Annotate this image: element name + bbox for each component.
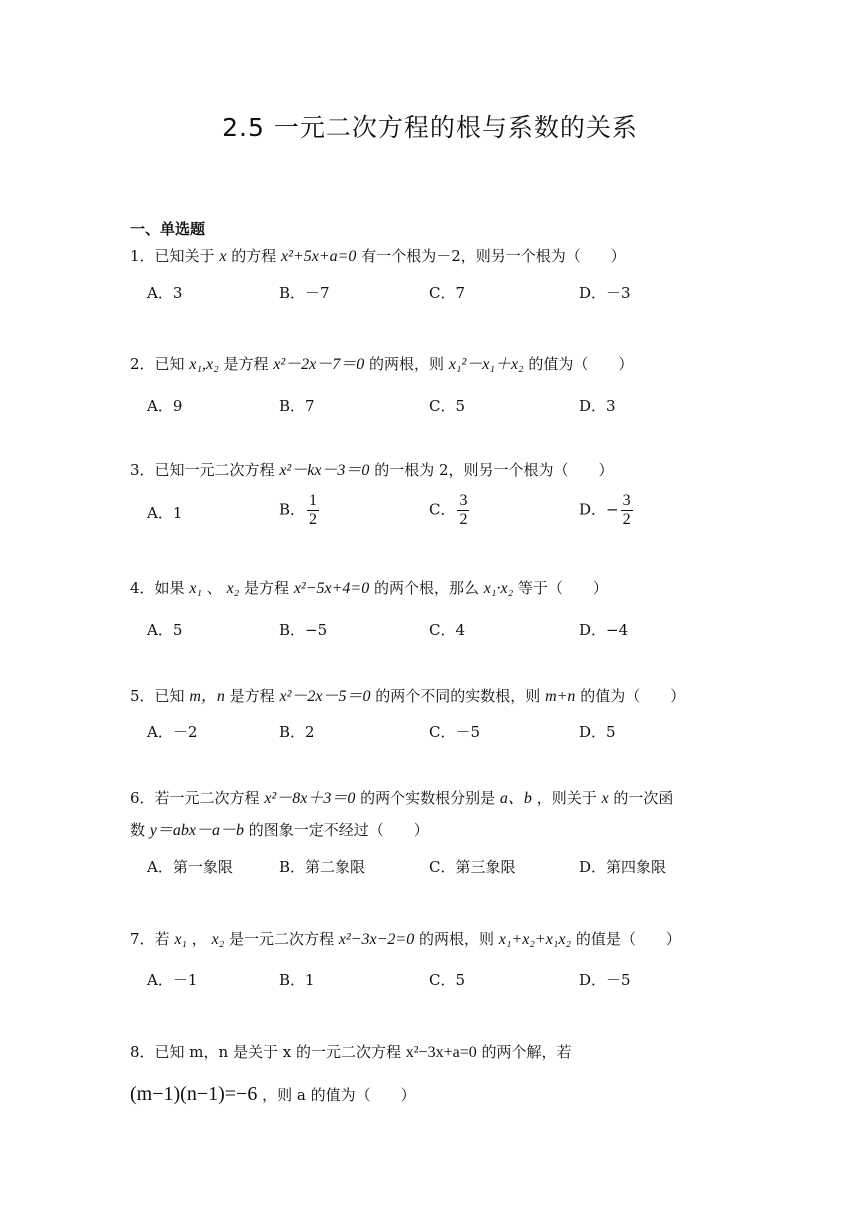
q6-text-end: 的一次函 xyxy=(613,789,674,807)
q3-text-pre: 3．已知一元二次方程 xyxy=(130,461,275,479)
q2-equation: x²－2x－7＝0 xyxy=(273,356,365,373)
section-heading: 一、单选题 xyxy=(130,220,206,238)
q2-text-post: 的值为（ ） xyxy=(528,355,634,373)
q7-option-b[interactable]: B．1 xyxy=(279,971,315,989)
q5-option-b[interactable]: B．2 xyxy=(279,723,315,741)
q6-roots: a、b xyxy=(499,790,532,807)
question-1 xyxy=(130,245,626,268)
q1-equation: x²+5x+a=0 xyxy=(281,248,357,265)
q6-text-mid: 的两个实数根分别是 xyxy=(360,789,496,807)
q8-text-pre: 8．已知 m，n 是关于 x 的一元二次方程 xyxy=(130,1043,401,1061)
q4-var-x1: x₁ xyxy=(189,580,202,597)
q6-text-pre: 6．若一元二次方程 xyxy=(130,789,260,807)
q3-option-b[interactable] xyxy=(279,492,321,529)
q1-option-d[interactable]: D．－3 xyxy=(579,284,631,302)
q7-var-x2: x₂ xyxy=(211,931,225,948)
question-6-line-1 xyxy=(130,787,673,810)
q3-option-a[interactable]: A．1 xyxy=(147,504,183,522)
q4-text-post: 等于（ ） xyxy=(517,579,608,597)
q4-expression: x₁·x₂ xyxy=(483,580,514,597)
q1-text-pre: 1．已知关于 xyxy=(130,247,215,265)
question-8-line-2 xyxy=(130,1083,416,1106)
q1-option-b[interactable]: B．－7 xyxy=(279,284,330,302)
question-3 xyxy=(130,459,614,482)
question-6-line-2 xyxy=(130,819,429,842)
q7-option-a[interactable]: A．－1 xyxy=(147,971,198,989)
page-title: 2.5 一元二次方程的根与系数的关系 xyxy=(222,113,638,142)
q2-option-b[interactable]: B．7 xyxy=(279,397,315,415)
q6-function: y＝abx－a－b xyxy=(149,822,245,839)
q5-text-mid2: 的两个不同的实数根，则 xyxy=(375,687,541,705)
q6-option-a[interactable]: A．第一象限 xyxy=(147,858,233,876)
q1-text-mid: 的方程 xyxy=(231,247,277,265)
q4-option-a[interactable]: A．5 xyxy=(147,621,183,639)
q7-text-mid2: 的两根，则 xyxy=(419,930,495,948)
q5-text-post: 的值为（ ） xyxy=(580,687,686,705)
q5-option-a[interactable]: A．－2 xyxy=(147,723,198,741)
q3-text-post: 的一根为 2，则另一个根为（ ） xyxy=(374,461,614,479)
q6-option-d[interactable]: D．第四象限 xyxy=(579,858,667,876)
q4-var-x2: x₂ xyxy=(226,580,240,597)
q5-text-pre: 5．已知 xyxy=(130,687,185,705)
q1-variable: x xyxy=(219,248,227,265)
q7-equation: x²−3x−2=0 xyxy=(338,931,415,948)
q7-option-c[interactable]: C．5 xyxy=(429,971,466,989)
q8-condition: (m−1)(n−1)=−6 xyxy=(130,1083,258,1105)
q1-text-post: 有一个根为－2，则另一个根为（ ） xyxy=(361,247,626,265)
q3-option-c-label: C． xyxy=(429,500,456,519)
q5-variables: m，n xyxy=(189,688,225,705)
q5-equation: x²－2x－5＝0 xyxy=(279,688,371,705)
q3-option-c[interactable] xyxy=(429,492,471,529)
q8-line2-post: ，则 a 的值为（ ） xyxy=(262,1086,416,1104)
q3-option-c-fraction xyxy=(457,492,469,529)
q3-option-d-numerator: 3 xyxy=(622,492,631,509)
q4-option-c[interactable]: C．4 xyxy=(429,621,466,639)
q5-option-d[interactable]: D．5 xyxy=(579,723,616,741)
q3-option-d-fraction xyxy=(621,492,633,529)
q3-option-c-denominator: 2 xyxy=(459,511,468,528)
q2-option-d[interactable]: D．3 xyxy=(579,397,616,415)
q4-text-mid: 是方程 xyxy=(244,579,290,597)
q7-separator: ， xyxy=(191,930,207,948)
q7-text-post: 的值是（ ） xyxy=(575,930,681,948)
q6-line2-post: 的图象一定不经过（ ） xyxy=(248,821,429,839)
q6-option-c[interactable]: C．第三象限 xyxy=(429,858,516,876)
question-8-line-1 xyxy=(130,1041,572,1064)
q2-variables: x₁,x₂ xyxy=(189,356,219,373)
q4-option-d[interactable]: D．−4 xyxy=(579,621,629,639)
q6-line2-pre: 数 xyxy=(130,821,146,839)
question-7 xyxy=(130,928,681,951)
q5-expression: m+n xyxy=(545,688,576,705)
q4-text-pre: 4．如果 xyxy=(130,579,185,597)
q1-option-a[interactable]: A．3 xyxy=(147,284,183,302)
q6-variable: x xyxy=(601,790,609,807)
question-2 xyxy=(130,353,633,376)
q2-text-mid2: 的两根，则 xyxy=(369,355,445,373)
q3-option-d-label: D．− xyxy=(579,500,619,519)
q6-option-b[interactable]: B．第二象限 xyxy=(279,858,366,876)
q3-option-d[interactable] xyxy=(579,492,635,529)
q8-text-post: 的两个解，若 xyxy=(481,1043,572,1061)
q7-text-pre: 7．若 xyxy=(130,930,170,948)
q5-text-mid: 是方程 xyxy=(229,687,275,705)
q4-text-mid2: 的两个根，那么 xyxy=(374,579,480,597)
q7-text-mid: 是一元二次方程 xyxy=(229,930,335,948)
q1-option-c[interactable]: C．7 xyxy=(429,284,466,302)
q2-option-a[interactable]: A．9 xyxy=(147,397,183,415)
q4-separator: 、 xyxy=(206,579,222,597)
q3-option-b-label: B． xyxy=(279,500,306,519)
q6-equation: x²－8x＋3＝0 xyxy=(264,790,356,807)
q5-option-c[interactable]: C．－5 xyxy=(429,723,481,741)
q6-text-post: ，则关于 xyxy=(536,789,597,807)
q2-option-c[interactable]: C．5 xyxy=(429,397,466,415)
q3-option-b-numerator: 1 xyxy=(309,492,318,509)
q7-expression: x₁+x₂+x₁x₂ xyxy=(498,931,572,948)
question-5 xyxy=(130,685,685,708)
q8-equation: x²−3x+a=0 xyxy=(405,1044,477,1061)
q3-equation: x²－kx－3＝0 xyxy=(279,462,370,479)
q2-text-pre: 2．已知 xyxy=(130,355,185,373)
q7-option-d[interactable]: D．－5 xyxy=(579,971,631,989)
q3-option-d-denominator: 2 xyxy=(622,511,631,528)
question-4 xyxy=(130,577,608,600)
q2-expression: x₁²－x₁＋x₂ xyxy=(448,356,524,373)
q3-option-b-denominator: 2 xyxy=(309,511,318,528)
q4-equation: x²−5x+4=0 xyxy=(293,580,370,597)
q3-option-c-numerator: 3 xyxy=(459,492,468,509)
q4-option-b[interactable]: B．−5 xyxy=(279,621,328,639)
q2-text-mid: 是方程 xyxy=(223,355,269,373)
q7-var-x1: x₁ xyxy=(174,931,187,948)
q3-option-b-fraction xyxy=(307,492,319,529)
